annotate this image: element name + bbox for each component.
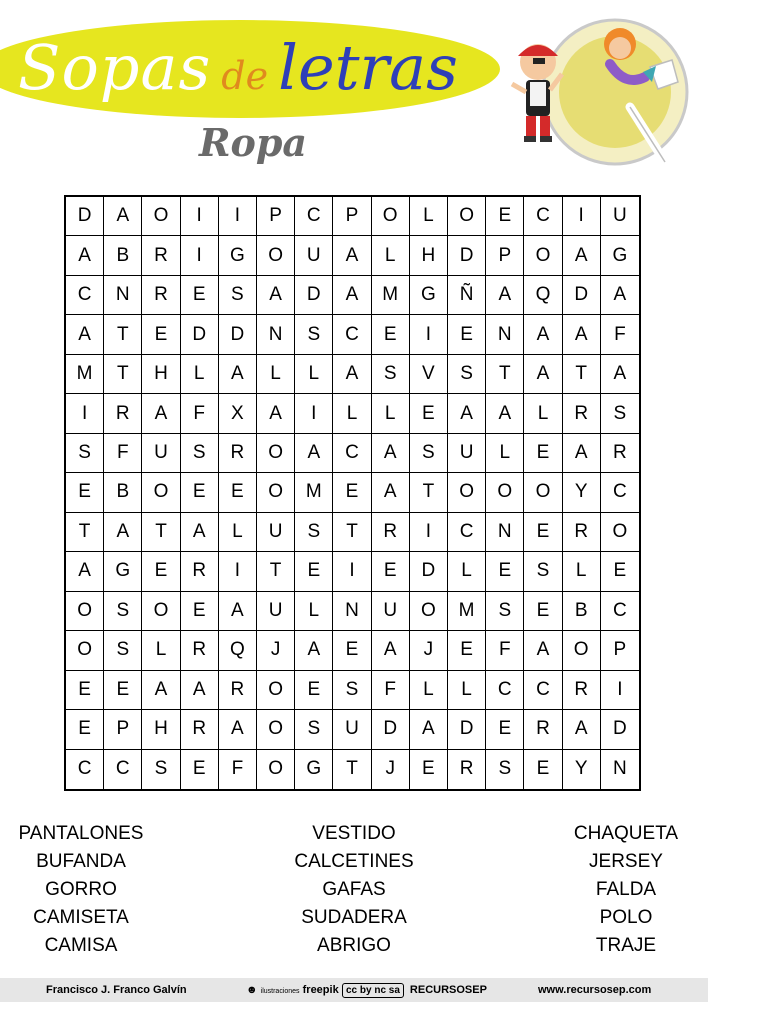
grid-cell: A xyxy=(142,394,180,433)
grid-cell: Y xyxy=(563,750,601,789)
grid-cell: C xyxy=(66,276,104,315)
grid-cell: C xyxy=(524,671,562,710)
grid-cell: R xyxy=(104,394,142,433)
grid-cell: J xyxy=(410,631,448,670)
grid-cell: D xyxy=(563,276,601,315)
grid-cell: U xyxy=(333,710,371,749)
grid-cell: S xyxy=(486,750,524,789)
grid-cell: L xyxy=(257,355,295,394)
grid-cell: E xyxy=(524,750,562,789)
grid-cell: D xyxy=(448,236,486,275)
word-item: VESTIDO xyxy=(312,823,396,844)
grid-cell: L xyxy=(524,394,562,433)
grid-cell: E xyxy=(219,473,257,512)
footer-bar xyxy=(0,978,708,1002)
word-item: CALCETINES xyxy=(294,851,414,872)
grid-cell: O xyxy=(448,197,486,236)
grid-cell: G xyxy=(410,276,448,315)
grid-cell: F xyxy=(181,394,219,433)
word-item: BUFANDA xyxy=(36,851,126,872)
page-subtitle: Ropa xyxy=(198,120,308,165)
grid-cell: L xyxy=(448,552,486,591)
grid-cell: E xyxy=(601,552,639,591)
grid-cell: U xyxy=(257,513,295,552)
grid-cell: I xyxy=(410,315,448,354)
grid-cell: J xyxy=(372,750,410,789)
grid-cell: L xyxy=(333,394,371,433)
grid-cell: D xyxy=(448,710,486,749)
grid-cell: C xyxy=(333,434,371,473)
grid-cell: I xyxy=(410,513,448,552)
grid-cell: A xyxy=(66,552,104,591)
grid-cell: T xyxy=(257,552,295,591)
grid-cell: N xyxy=(104,276,142,315)
grid-cell: A xyxy=(66,315,104,354)
grid-cell: O xyxy=(257,750,295,789)
grid-cell: E xyxy=(66,671,104,710)
grid-cell: E xyxy=(181,276,219,315)
grid-cell: A xyxy=(486,394,524,433)
grid-cell: R xyxy=(181,710,219,749)
grid-cell: Ñ xyxy=(448,276,486,315)
grid-cell: O xyxy=(524,236,562,275)
grid-cell: O xyxy=(142,197,180,236)
grid-cell: L xyxy=(448,671,486,710)
grid-cell: U xyxy=(372,592,410,631)
grid-cell: L xyxy=(295,355,333,394)
grid-cell: S xyxy=(486,592,524,631)
grid-cell: E xyxy=(295,552,333,591)
creative-commons-icon: cc by nc sa xyxy=(342,983,404,998)
grid-cell: O xyxy=(410,592,448,631)
grid-cell: S xyxy=(66,434,104,473)
grid-cell: G xyxy=(104,552,142,591)
word-search-grid xyxy=(64,195,641,791)
grid-cell: E xyxy=(410,394,448,433)
grid-cell: D xyxy=(181,315,219,354)
grid-cell: T xyxy=(333,513,371,552)
freepik-credit xyxy=(246,978,339,1004)
grid-cell: A xyxy=(601,355,639,394)
grid-cell: R xyxy=(524,710,562,749)
grid-cell: E xyxy=(333,473,371,512)
word-item: JERSEY xyxy=(589,851,663,872)
grid-cell: J xyxy=(257,631,295,670)
grid-cell: T xyxy=(486,355,524,394)
grid-cell: L xyxy=(410,197,448,236)
grid-cell: O xyxy=(563,631,601,670)
grid-cell: C xyxy=(486,671,524,710)
grid-cell: S xyxy=(104,592,142,631)
word-item: POLO xyxy=(599,907,653,928)
grid-cell: S xyxy=(295,710,333,749)
grid-cell: F xyxy=(486,631,524,670)
grid-cell: S xyxy=(524,552,562,591)
title-word-letras: letras xyxy=(278,31,458,104)
grid-cell: S xyxy=(372,355,410,394)
footer-author: Francisco J. Franco Galvín xyxy=(46,984,187,996)
word-item: ABRIGO xyxy=(317,935,391,956)
grid-cell: T xyxy=(563,355,601,394)
word-item: CHAQUETA xyxy=(573,823,679,844)
grid-cell: O xyxy=(257,434,295,473)
grid-cell: Q xyxy=(219,631,257,670)
grid-cell: R xyxy=(219,434,257,473)
grid-cell: O xyxy=(257,710,295,749)
grid-cell: O xyxy=(66,592,104,631)
grid-cell: F xyxy=(601,315,639,354)
title-word-sopas: Sopas xyxy=(18,31,212,104)
grid-cell: R xyxy=(181,631,219,670)
grid-cell: A xyxy=(295,434,333,473)
grid-cell: A xyxy=(333,276,371,315)
grid-cell: E xyxy=(181,592,219,631)
footer-org: RECURSOSEP xyxy=(409,984,487,996)
grid-cell: S xyxy=(448,355,486,394)
grid-cell: D xyxy=(66,197,104,236)
grid-cell: A xyxy=(524,355,562,394)
grid-cell: G xyxy=(601,236,639,275)
grid-cell: M xyxy=(372,276,410,315)
soup-bowl-illustration xyxy=(500,12,690,172)
grid-cell: A xyxy=(486,276,524,315)
grid-cell: L xyxy=(410,671,448,710)
word-item: PANTALONES xyxy=(18,823,144,844)
grid-cell: A xyxy=(524,315,562,354)
grid-cell: E xyxy=(181,750,219,789)
word-item: CAMISA xyxy=(44,935,118,956)
grid-cell: P xyxy=(104,710,142,749)
grid-cell: F xyxy=(372,671,410,710)
grid-cell: F xyxy=(104,434,142,473)
grid-cell: E xyxy=(448,315,486,354)
grid-cell: L xyxy=(181,355,219,394)
grid-cell: S xyxy=(181,434,219,473)
grid-cell: A xyxy=(257,394,295,433)
grid-cell: E xyxy=(142,315,180,354)
grid-cell: A xyxy=(333,236,371,275)
grid-cell: P xyxy=(486,236,524,275)
grid-cell: O xyxy=(142,592,180,631)
grid-cell: A xyxy=(410,710,448,749)
grid-cell: U xyxy=(601,197,639,236)
grid-cell: G xyxy=(219,236,257,275)
grid-cell: E xyxy=(372,315,410,354)
grid-cell: O xyxy=(601,513,639,552)
grid-cell: E xyxy=(486,552,524,591)
grid-cell: L xyxy=(372,236,410,275)
grid-cell: L xyxy=(372,394,410,433)
grid-cell: P xyxy=(601,631,639,670)
grid-cell: A xyxy=(66,236,104,275)
word-item: TRAJE xyxy=(595,935,657,956)
grid-cell: V xyxy=(410,355,448,394)
grid-cell: A xyxy=(181,671,219,710)
grid-cell: R xyxy=(601,434,639,473)
grid-cell: E xyxy=(372,552,410,591)
grid-cell: A xyxy=(219,355,257,394)
grid-cell: E xyxy=(410,750,448,789)
grid-cell: S xyxy=(601,394,639,433)
grid-cell: S xyxy=(219,276,257,315)
grid-cell: B xyxy=(104,236,142,275)
word-item: GORRO xyxy=(45,879,117,900)
grid-cell: N xyxy=(613,758,627,780)
word-list-column-2 xyxy=(254,820,454,960)
grid-cell: D xyxy=(372,710,410,749)
grid-cell: E xyxy=(66,710,104,749)
grid-cell: O xyxy=(448,473,486,512)
grid-cell: O xyxy=(257,671,295,710)
grid-cell: O xyxy=(66,631,104,670)
grid-cell: R xyxy=(181,552,219,591)
grid-cell: O xyxy=(142,473,180,512)
grid-cell: E xyxy=(104,671,142,710)
grid-cell: E xyxy=(181,473,219,512)
grid-cell: A xyxy=(372,434,410,473)
grid-cell: I xyxy=(181,236,219,275)
grid-cell: D xyxy=(219,315,257,354)
grid-cell: L xyxy=(486,434,524,473)
grid-cell: A xyxy=(372,473,410,512)
grid-cell: T xyxy=(333,750,371,789)
freepik-small-label: ilustraciones xyxy=(260,988,300,995)
grid-cell: E xyxy=(333,631,371,670)
grid-cell: X xyxy=(219,394,257,433)
grid-cell: T xyxy=(410,473,448,512)
grid-cell: I xyxy=(219,552,257,591)
grid-cell: H xyxy=(410,236,448,275)
word-list-column-1 xyxy=(0,820,181,960)
grid-cell: L xyxy=(563,552,601,591)
grid-cell: S xyxy=(333,671,371,710)
grid-cell: L xyxy=(295,592,333,631)
grid-cell: D xyxy=(410,552,448,591)
grid-cell: I xyxy=(333,552,371,591)
grid-cell: A xyxy=(333,355,371,394)
grid-cell: E xyxy=(142,552,180,591)
grid-cell: A xyxy=(219,710,257,749)
grid-cell: H xyxy=(142,355,180,394)
grid-cell: L xyxy=(219,513,257,552)
grid-cell: I xyxy=(181,197,219,236)
grid-cell: G xyxy=(295,750,333,789)
grid-cell: E xyxy=(524,592,562,631)
freepik-icon: ☻ xyxy=(246,984,258,996)
grid-cell: E xyxy=(66,473,104,512)
grid-cell: I xyxy=(66,394,104,433)
grid-cell: I xyxy=(563,197,601,236)
grid-cell: A xyxy=(219,592,257,631)
grid-cell: C xyxy=(66,750,104,789)
grid-cell: R xyxy=(219,671,257,710)
grid-cell: C xyxy=(295,197,333,236)
grid-cell: C xyxy=(448,513,486,552)
freepik-brand: freepik xyxy=(302,984,339,996)
grid-cell: A xyxy=(563,236,601,275)
grid-cell: E xyxy=(524,434,562,473)
word-list-column-3 xyxy=(526,820,726,960)
grid-cell: L xyxy=(142,631,180,670)
grid-cell: U xyxy=(257,592,295,631)
grid-cell: R xyxy=(372,513,410,552)
grid-cell: M xyxy=(295,473,333,512)
grid-cell: A xyxy=(563,434,601,473)
grid-cell: S xyxy=(295,315,333,354)
grid-cell: E xyxy=(295,671,333,710)
grid-cell: I xyxy=(295,394,333,433)
grid-cell: A xyxy=(295,631,333,670)
grid-cell: S xyxy=(410,434,448,473)
footer-website: www.recursosep.com xyxy=(538,984,652,996)
grid-cell: H xyxy=(142,710,180,749)
grid-cell: O xyxy=(257,236,295,275)
grid-cell: T xyxy=(104,355,142,394)
grid-cell: A xyxy=(104,197,142,236)
grid-cell: A xyxy=(104,513,142,552)
grid-cell: U xyxy=(142,434,180,473)
grid-cell: M xyxy=(448,592,486,631)
grid-cell: O xyxy=(524,473,562,512)
grid-cell: E xyxy=(486,710,524,749)
grid-cell: R xyxy=(563,671,601,710)
grid-cell: U xyxy=(448,434,486,473)
grid-cell: E xyxy=(486,197,524,236)
grid-cell: C xyxy=(601,473,639,512)
grid-cell: E xyxy=(524,513,562,552)
grid-cell: A xyxy=(524,631,562,670)
grid-cell: B xyxy=(104,473,142,512)
grid-cell: N xyxy=(257,315,295,354)
grid-cell: N xyxy=(486,513,524,552)
grid-cell: O xyxy=(486,473,524,512)
grid-cell: S xyxy=(295,513,333,552)
grid-cell: A xyxy=(372,631,410,670)
grid-cell: E xyxy=(448,631,486,670)
grid-cell: S xyxy=(142,750,180,789)
word-item: SUDADERA xyxy=(301,907,407,928)
grid-cell: C xyxy=(601,592,639,631)
grid-cell: A xyxy=(257,276,295,315)
grid-cell: R xyxy=(448,750,486,789)
grid-cell: T xyxy=(142,513,180,552)
license-and-org xyxy=(342,978,487,1002)
grid-cell: I xyxy=(219,197,257,236)
grid-cell: O xyxy=(372,197,410,236)
grid-cell: B xyxy=(563,592,601,631)
grid-cell: D xyxy=(601,710,639,749)
grid-cell: A xyxy=(448,394,486,433)
grid-cell: Y xyxy=(563,473,601,512)
word-item: GAFAS xyxy=(322,879,386,900)
grid-cell: M xyxy=(66,355,104,394)
grid-cell: A xyxy=(601,276,639,315)
word-item: CAMISETA xyxy=(33,907,129,928)
grid-cell: I xyxy=(601,671,639,710)
grid-cell: R xyxy=(142,276,180,315)
grid-cell: R xyxy=(563,394,601,433)
grid-cell: A xyxy=(181,513,219,552)
grid-cell: P xyxy=(333,197,371,236)
grid-cell: D xyxy=(295,276,333,315)
grid-cell: O xyxy=(257,473,295,512)
grid-cell: A xyxy=(563,315,601,354)
grid-cell: N xyxy=(333,592,371,631)
grid-cell: C xyxy=(524,197,562,236)
grid-cell: T xyxy=(104,315,142,354)
page-title xyxy=(18,18,498,118)
grid-cell: P xyxy=(257,197,295,236)
grid-cell: A xyxy=(142,671,180,710)
grid-cell: C xyxy=(333,315,371,354)
grid-cell: A xyxy=(563,710,601,749)
grid-cell: R xyxy=(142,236,180,275)
grid-cell: S xyxy=(104,631,142,670)
grid-cell: F xyxy=(219,750,257,789)
grid-cell: T xyxy=(66,513,104,552)
title-word-de: de xyxy=(221,54,269,98)
grid-cell: N xyxy=(486,315,524,354)
word-item: FALDA xyxy=(595,879,657,900)
grid-cell: U xyxy=(295,236,333,275)
grid-cell: Q xyxy=(524,276,562,315)
grid-cell: R xyxy=(563,513,601,552)
grid-cell: C xyxy=(104,750,142,789)
